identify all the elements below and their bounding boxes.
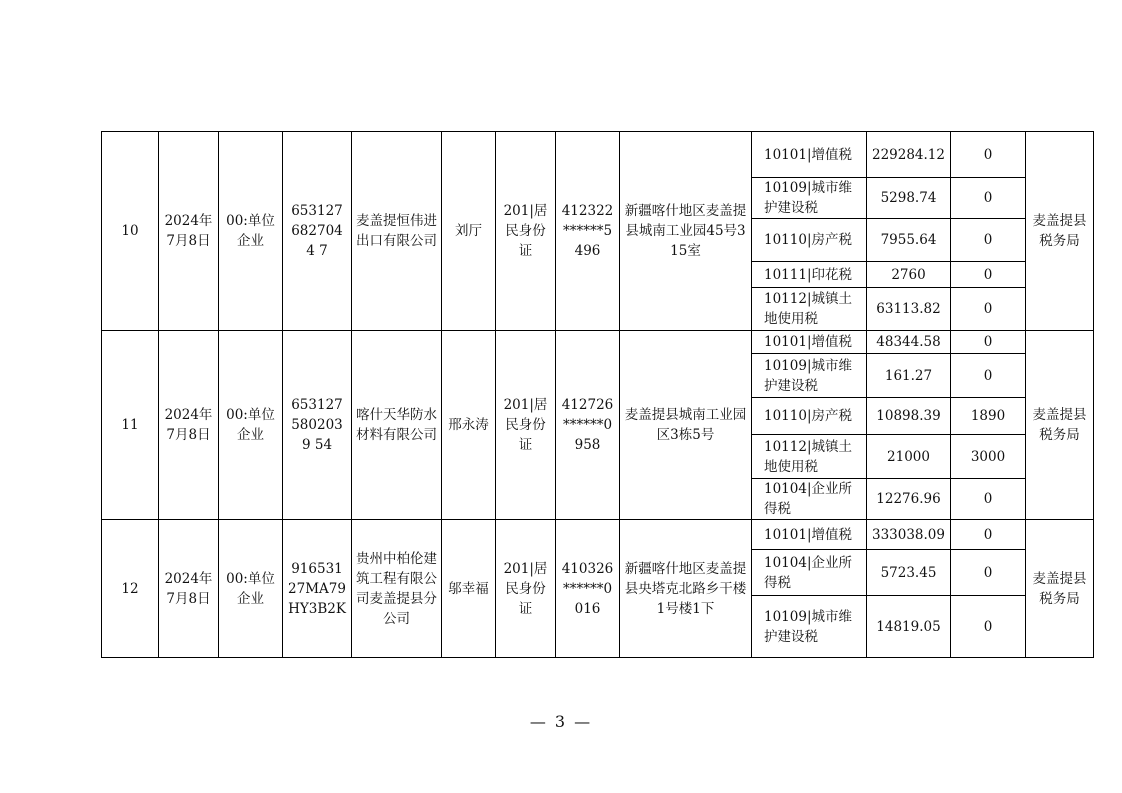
tax-amount: 5723.45 <box>867 550 951 596</box>
table-row <box>102 520 1094 550</box>
company-name: 贵州中柏伦建筑工程有限公司麦盖提县分公司 <box>352 520 442 658</box>
address: 新疆喀什地区麦盖提县央塔克北路乡干楼1号楼1下 <box>620 520 752 658</box>
tax-item: 10112|城镇土地使用税 <box>752 288 867 331</box>
legal-person: 刘厅 <box>442 132 496 331</box>
record-date: 2024年7月8日 <box>159 520 219 658</box>
tax-amount: 161.27 <box>867 354 951 398</box>
legal-person: 邬幸福 <box>442 520 496 658</box>
tax-amount: 2760 <box>867 262 951 288</box>
tax-authority: 麦盖提县税务局 <box>1026 520 1094 658</box>
tax-extra: 0 <box>951 178 1026 219</box>
tax-extra: 3000 <box>951 435 1026 479</box>
tax-amount: 48344.58 <box>867 331 951 354</box>
table-row <box>102 132 1094 178</box>
tax-item: 10111|印花税 <box>752 262 867 288</box>
tax-amount: 21000 <box>867 435 951 479</box>
id-type: 201|居民身份证 <box>496 520 556 658</box>
tax-item: 10110|房产税 <box>752 219 867 262</box>
record-date: 2024年7月8日 <box>159 132 219 331</box>
tax-extra: 1890 <box>951 398 1026 435</box>
tax-amount: 5298.74 <box>867 178 951 219</box>
tax-item: 10109|城市维护建设税 <box>752 596 867 658</box>
tax-extra: 0 <box>951 331 1026 354</box>
legal-person: 邢永涛 <box>442 331 496 520</box>
tax-item: 10101|增值税 <box>752 520 867 550</box>
id-number: 410326******0016 <box>556 520 620 658</box>
tax-item: 10112|城镇土地使用税 <box>752 435 867 479</box>
tax-records-table <box>101 131 1094 658</box>
tax-extra: 0 <box>951 479 1026 520</box>
tax-amount: 333038.09 <box>867 520 951 550</box>
tax-amount: 7955.64 <box>867 219 951 262</box>
tax-extra: 0 <box>951 219 1026 262</box>
tax-extra: 0 <box>951 288 1026 331</box>
id-type: 201|居民身份证 <box>496 132 556 331</box>
tax-amount: 229284.12 <box>867 132 951 178</box>
credit-code: 6531276827044 7 <box>283 132 352 331</box>
tax-item: 10109|城市维护建设税 <box>752 178 867 219</box>
record-number: 12 <box>102 520 159 658</box>
tax-item: 10101|增值税 <box>752 132 867 178</box>
page-number: — 3 — <box>529 712 593 731</box>
credit-code: 91653127MA79HY3B2K <box>283 520 352 658</box>
tax-extra: 0 <box>951 596 1026 658</box>
table-row <box>102 331 1094 354</box>
company-name: 喀什天华防水材料有限公司 <box>352 331 442 520</box>
tax-authority: 麦盖提县税务局 <box>1026 331 1094 520</box>
record-number: 10 <box>102 132 159 331</box>
address: 新疆喀什地区麦盖提县城南工业园45号315室 <box>620 132 752 331</box>
tax-item: 10104|企业所得税 <box>752 479 867 520</box>
tax-item: 10110|房产税 <box>752 398 867 435</box>
record-number: 11 <box>102 331 159 520</box>
tax-item: 10109|城市维护建设税 <box>752 354 867 398</box>
tax-amount: 14819.05 <box>867 596 951 658</box>
taxpayer-type: 00:单位企业 <box>219 331 283 520</box>
tax-item: 10104|企业所得税 <box>752 550 867 596</box>
tax-extra: 0 <box>951 132 1026 178</box>
tax-extra: 0 <box>951 520 1026 550</box>
credit-code: 6531275802039 54 <box>283 331 352 520</box>
address: 麦盖提县城南工业园区3栋5号 <box>620 331 752 520</box>
tax-item: 10101|增值税 <box>752 331 867 354</box>
tax-amount: 63113.82 <box>867 288 951 331</box>
tax-amount: 12276.96 <box>867 479 951 520</box>
taxpayer-type: 00:单位企业 <box>219 132 283 331</box>
id-type: 201|居民身份证 <box>496 331 556 520</box>
tax-extra: 0 <box>951 354 1026 398</box>
company-name: 麦盖提恒伟进出口有限公司 <box>352 132 442 331</box>
id-number: 412726******0958 <box>556 331 620 520</box>
tax-authority: 麦盖提县税务局 <box>1026 132 1094 331</box>
tax-extra: 0 <box>951 550 1026 596</box>
tax-extra: 0 <box>951 262 1026 288</box>
taxpayer-type: 00:单位企业 <box>219 520 283 658</box>
tax-amount: 10898.39 <box>867 398 951 435</box>
record-date: 2024年7月8日 <box>159 331 219 520</box>
id-number: 412322******5496 <box>556 132 620 331</box>
